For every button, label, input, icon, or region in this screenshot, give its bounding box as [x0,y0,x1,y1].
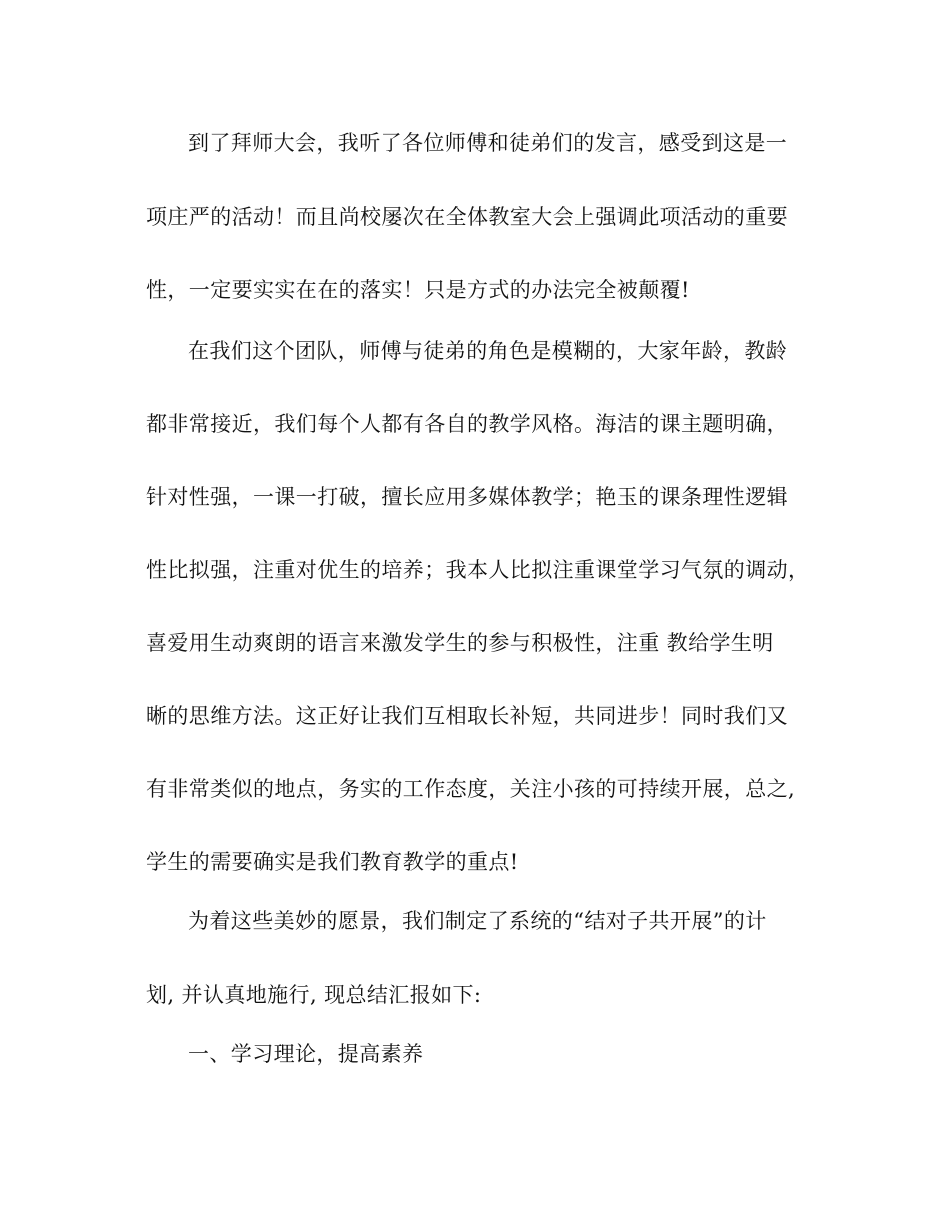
paragraph-line: 性比拟强，注重对优生的培养；我本人比拟注重课堂学习气氛的调动， [146,558,810,582]
paragraph-line: 有非常类似的地点，务实的工作态度，关注小孩的可持续开展，总之, [146,777,796,801]
paragraph-line: 到了拜师大会，我听了各位师傅和徒弟们的发言，感受到这是一 [188,131,788,155]
paragraph-line: 喜爱用生动爽朗的语言来激发学生的参与积极性，注重 教给学生明 [146,631,774,655]
paragraph-line: 针对性强，一课一打破，擅长应用多媒体教学；艳玉的课条理性逻辑 [146,485,788,509]
paragraph-line: 都非常接近，我们每个人都有各自的教学风格。海洁的课主题明确， [146,412,788,436]
paragraph-line: 在我们这个团队，师傅与徒弟的角色是模糊的，大家年龄，教龄 [188,339,788,363]
paragraph-line: 划, 并认真地施行, 现总结汇报如下: [146,983,482,1007]
paragraph-line: 性，一定要实实在在的落实！只是方式的办法完全被颠覆! [146,278,690,302]
paragraph-line: 为着这些美妙的愿景，我们制定了系统的“结对子共开展”的计 [188,909,767,933]
section-heading: 一、学习理论，提高素养 [188,1042,424,1066]
paragraph-line: 晰的思维方法。这正好让我们互相取长补短，共同进步！同时我们又 [146,704,788,728]
paragraph-line: 项庄严的活动！而且尚校屡次在全体教室大会上强调此项活动的重要 [146,205,788,229]
paragraph-line: 学生的需要确实是我们教育教学的重点! [146,850,519,874]
